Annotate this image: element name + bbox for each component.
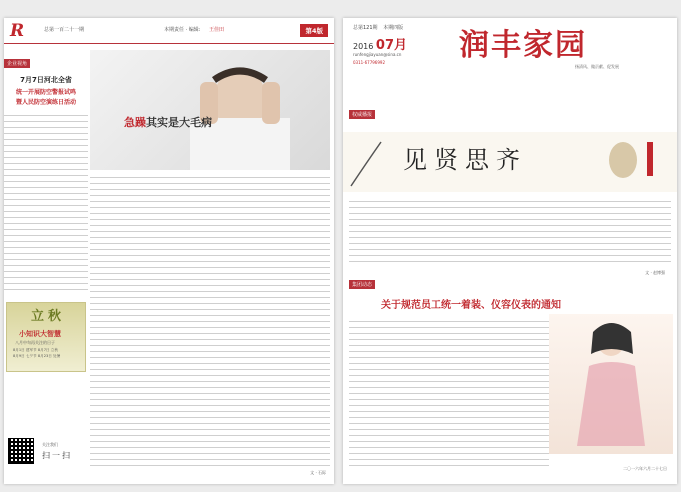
follow-label: 扫一扫: [42, 451, 72, 460]
edition-info: 本期责任 · 编辑:: [164, 27, 201, 33]
left-header: [4, 18, 334, 44]
knowledge-subtitle: 八月中旬再关注的日子: [15, 340, 55, 345]
right-date: 2016 07月: [353, 38, 407, 53]
feature-banner: [343, 132, 677, 192]
woman-illustration-icon: [549, 314, 673, 454]
left-article: [90, 50, 330, 480]
news-body-lines: [4, 112, 88, 292]
autumn-card: [6, 302, 86, 372]
date-list: 8月1日 建军节 8月7日 立秋 8月9日 七夕节 8月23日 处暑: [13, 348, 61, 358]
news-headline: 7月7日河北全省 统一开展防空警报试鸣 暨人民防空演练日活动: [15, 76, 76, 106]
logo: R: [10, 21, 25, 41]
left-sidebar: [4, 50, 88, 484]
right-email: runfengjiayuan@sina.cn: [353, 52, 402, 57]
knowledge-title: 小知识大智慧: [19, 330, 61, 338]
feature-title: 见贤思齐: [403, 146, 527, 174]
feature-body-lines: [349, 198, 671, 266]
article-body: [90, 174, 330, 470]
editor-name: 王佳田: [209, 27, 225, 33]
right-phone: 0311-67796992: [353, 60, 385, 65]
notice-section-tag: 集团动态: [349, 280, 375, 289]
fashion-illustration: [549, 314, 673, 454]
section-tag: 企业视角: [4, 59, 30, 68]
feature-author: 文 · 赵博强: [645, 270, 665, 275]
autumn-label: 立秋: [31, 309, 66, 324]
stressed-person-icon: [90, 50, 330, 170]
notice-title: 关于规范员工统一着装、仪容仪表的通知: [381, 300, 561, 311]
qr-code: [8, 438, 34, 464]
article-title: 急躁其实是大毛病: [124, 116, 212, 129]
page-badge: 第4版: [300, 24, 328, 37]
left-page: [4, 18, 334, 484]
slogan: 扬清风、做贡献、促发展: [575, 64, 619, 69]
feature-section-tag: 权威播报: [349, 110, 375, 119]
notice-body-lines: [349, 318, 549, 470]
right-page: [343, 18, 677, 484]
notice-date: 二〇一六年六月二十七日: [623, 466, 667, 471]
follow-caption: 关注我们: [42, 442, 58, 447]
right-issue: 总第121期 本期四版: [353, 25, 404, 31]
article-author: 文 · 石际: [310, 470, 326, 475]
article-photo: [90, 50, 330, 170]
paper-title: 润丰家园: [459, 28, 587, 63]
issue-number: 总第一百二十一期: [44, 27, 85, 33]
